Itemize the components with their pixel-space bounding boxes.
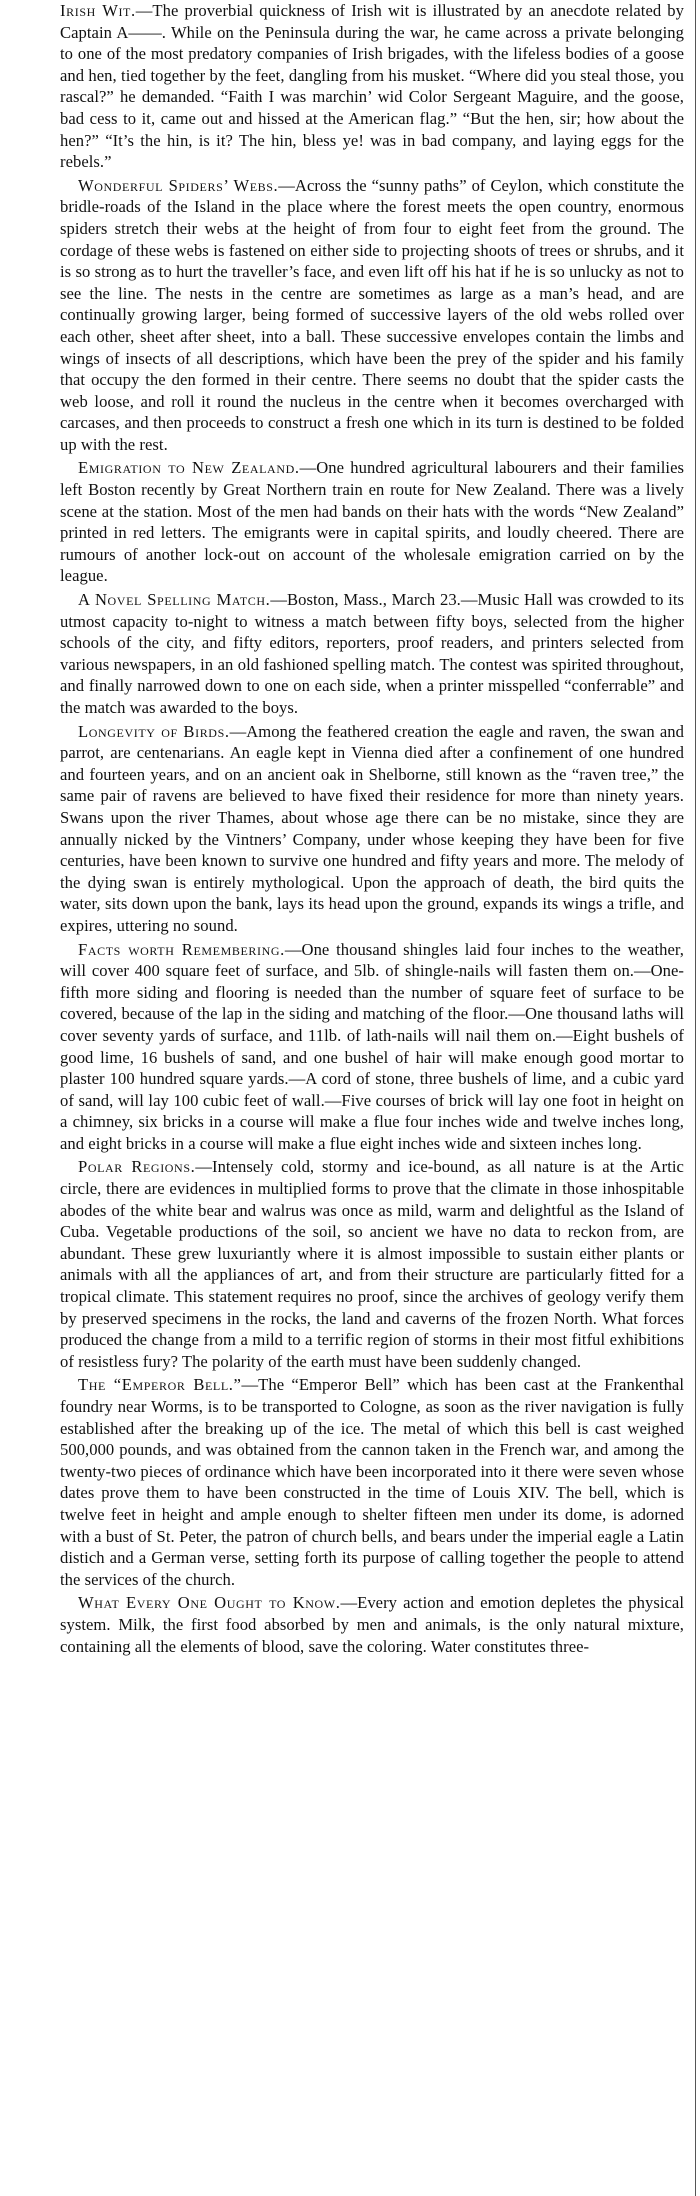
article-body: Across the “sunny paths” of Ceylon, which constitute the bridle-roads of the Island in the place where the forest meets the open country, enormous spiders stretch their webs at the height of from four to eight feet from the ground. The cordage of these webs is fastened on either side to projecting shoots of trees or shrubs, and it is so strong as to hurt the traveller’s face, and even lift off his hat if he is so unlucky as not to see the line. The nests in the centre are sometimes as large as a man’s head, and are continually growing larger, being formed of successive layers of the old webs rolled over each other, sheet after sheet, into a ball. These successive envelopes contain the limbs and wings of insects of all descriptions, which have been the prey of the spider and his family that occupy the den formed in their centre. There seems no doubt that the spider casts the web loose, and roll it round the nucleus in the centre when it becomes overcharged with carcases, and then proceeds to construct a fresh one which in its turn is destined to be folded up with the rest. (60, 175, 684, 454)
article-what-every-one (60, 1592, 684, 1657)
article-heading: Polar Regions. (78, 1157, 196, 1177)
article-spiders-webs (60, 175, 684, 456)
article-polar-regions (60, 1156, 684, 1372)
article-irish-wit (60, 0, 684, 173)
article-facts (60, 939, 684, 1155)
article-body: One hundred agricultural labourers and their families left Boston recently by Great Northern train en route for New Zealand. There was a lively scene at the station. Most of the men had bands on their hats with the words “New Zealand” printed in red letters. The emigrants were in capital spirits, and loudly cheered. There are rumours of another lock-out on account of the wholesale emigration carried on by the league. (60, 458, 684, 586)
article-heading: Longevity of Birds. (78, 721, 230, 741)
article-body: Boston, Mass., March 23.—Music Hall was crowded to its utmost capacity to-night to witness a match between fifty boys, selected from the higher schools of the city, and fifty editors, reporters, proof readers, and printers selected from various newspapers, in an old fashioned spelling match. The contest was spirited throughout, and finally narrowed down to one on each side, when a printer misspelled “conferrable” and the match was awarded to the boys. (60, 590, 684, 717)
article-heading: A Novel Spelling Match. (78, 590, 271, 610)
article-heading: Wonderful Spiders’ Webs. (78, 175, 279, 195)
article-body: Among the feathered creation the eagle and raven, the swan and parrot, are centenarians. An eagle kept in Vienna died after a confinement of one hundred and fourteen years, and on an ancient oak in Shelborne, still known as the “raven tree,” the same pair of ravens are believed to have fixed their residence for more than ninety years. Swans upon the river Thames, about whose age there can be no mistake, since they are annually nicked by the Vintners’ Company, under whose keeping they have been for five centuries, have been known to survive one hundred and fifty years and more. The melody of the dying swan is entirely mythological. Upon the approach of death, the bird quits the water, sits down upon the bank, lays its head upon the ground, expands its wings a trifle, and expires, uttering no sound. (60, 721, 684, 935)
article-longevity-birds (60, 721, 684, 937)
article-body: The “Emperor Bell” which has been cast at the Frankenthal foundry near Worms, is to be transported to Cologne, as soon as the river navigation is fully established after the breaking up of the ice. The metal of which this bell is cast weighed 500,000 pounds, and was obtained from the cannon taken in the French war, and among the twenty-two pieces of ordinance which have been incorporated into it there were seven whose dates prove them to have been constructed in the time of Louis XIV. The bell, which is twelve feet in height and ample enough to shelter fifteen men under its dome, is adorned with a bust of St. Peter, the patron of church bells, and bears under the imperial eagle a Latin distich and a German verse, setting forth its purpose of calling together the people to attend the services of the church. (60, 1375, 684, 1589)
article-heading: Emigration to New Zealand. (78, 458, 300, 478)
article-spelling-match (60, 589, 684, 719)
article-heading: Irish Wit. (60, 1, 136, 20)
article-body: One thousand shingles laid four inches to the weather, will cover 400 square feet of surface, and 5lb. of shingle-nails will fasten them on.—One-fifth more siding and flooring is needed than the number of square feet of surface to be covered, because of the lap in the siding and matching of the floor.—One thousand laths will cover seventy yards of surface, and 11lb. of lath-nails will nail them on.—Eight bushels of good lime, 16 bushels of sand, and one bushel of hair will make enough good mortar to plaster 100 hundred square yards.—A cord of stone, three bushels of lime, and a cubic yard of sand, will lay 100 cubic feet of wall.—Five courses of brick will lay one foot in height on a chimney, six bricks in a course will make a flue four inches wide and twelve inches long, and eight bricks in a course will make a flue eight inches wide and sixteen inches long. (60, 939, 684, 1153)
article-body: Every action and emotion depletes the physical system. Milk, the first food absorbed by men and animals, is the only natural mixture, containing all the elements of blood, save the coloring. Water constitutes three- (60, 1593, 684, 1656)
article-heading: What Every One Ought to Know. (78, 1593, 341, 1613)
article-emigration (60, 457, 684, 587)
article-body: Intensely cold, stormy and ice-bound, as all nature is at the Artic circle, there are evidences in multiplied forms to prove that the climate in those inhospitable abodes of the white bear and walrus was once as mild, warm and delightful as the Island of Cuba. Vegetable productions of the soil, so ancient we have no data to reckon from, are abundant. These grew luxuriantly where it is almost impossible to sustain either plants or animals with all the appliances of art, and from their structure are particularly fitted for a tropical climate. This statement requires no proof, since the archives of geology verify them by preserved specimens in the rocks, the land and caverns of the frozen North. What forces produced the change from a mild to a terrific region of storms in their most fitful exhibitions of resistless fury? The polarity of the earth must have been suddenly changed. (60, 1157, 684, 1371)
article-heading: The “Emperor Bell.” (78, 1375, 242, 1395)
article-emperor-bell (60, 1374, 684, 1590)
article-body: The proverbial quickness of Irish wit is illustrated by an anecdote related by Captain A——. While on the Peninsula during the war, he came across a private belonging to one of the most predatory companies of Irish brigades, with the lifeless bodies of a goose and hen, tied together by the feet, dangling from his musket. “Where did you steal those, you rascal?” he demanded. “Faith I was marchin’ wid Color Sergeant Maguire, and the goose, bad cess to it, came out and hissed at the American flag.” “But the hen, sir; how about the hen?” “It’s the hin, is it? The hin, bless ye! was in bad company, and laying eggs for the rebels.” (60, 1, 684, 172)
article-heading: Facts worth Remembering. (78, 939, 285, 959)
column-rule (695, 0, 696, 2196)
